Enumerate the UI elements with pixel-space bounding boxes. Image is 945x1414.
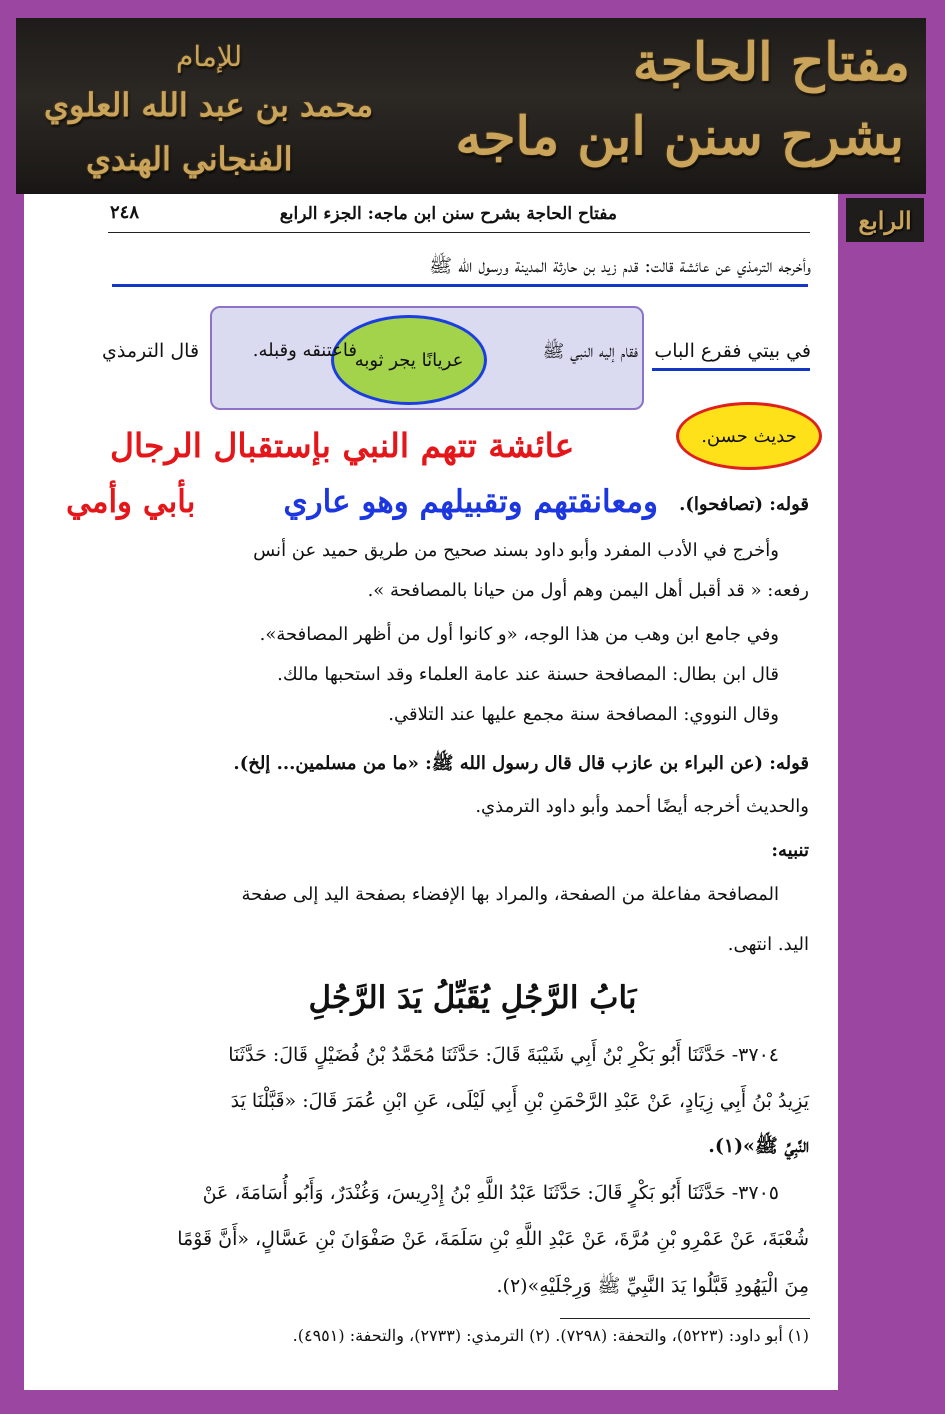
body-paragraph-5: وقال النووي: المصافحة سنة مجمع عليها عند التلاقي. [388,704,779,725]
highlight-text-a: فقام إليه النبي ﷺ [542,341,638,362]
banner-title-line2: بشرح سنن ابن ماجه [455,106,904,167]
hadith-line-6: مِنَ الْيَهُودِ قَبَّلُوا يَدَ النَّبِيِّ ﷺ وَرِجْلَيْهِ»(٢). [496,1275,809,1297]
body-paragraph-9: المصافحة مفاعلة من الصفحة، والمراد بها الإفضاء بصفحة اليد إلى صفحة [241,884,779,905]
book-banner [16,18,926,194]
body-qawl-1: قوله: (تصافحوا). [679,494,809,515]
annotation-line2-end: قال الترمذي [102,340,200,362]
footnote-rule [560,1318,810,1319]
red-headline: عائشة تتهم النبي بإستقبال الرجال [110,426,575,465]
volume-tab: الرابع [846,198,924,242]
page-header-title: مفتاح الحاجة بشرح سنن ابن ماجه: الجزء الرابع [279,204,617,224]
body-paragraph-4: قال ابن بطال: المصافحة حسنة عند عامة العلماء وقد استحبها مالك. [277,664,779,685]
blue-underline-1 [112,284,808,287]
blue-underline-2 [652,368,810,371]
hadith-line-2: يَزِيدُ بْنُ أَبِي زِيَادٍ، عَنْ عَبْدِ الرَّحْمَنِ بْنِ أَبِي لَيْلَى، عَنِ ابْنِ عُمَرَ قَالَ: «قَبَّلْنَا يَدَ [230,1090,809,1112]
banner-author-line2: محمد بن عبد الله العلوي [44,86,374,124]
hadith-line-5: شُعْبَةَ، عَنْ عَمْرِو بْنِ مُرَّةَ، عَنْ عَبْدِ اللَّهِ بْنِ سَلَمَةَ، عَنْ صَفْوَانَ بْنِ عَسَّالٍ، «أَنَّ قَوْمًا [177,1228,809,1250]
chapter-title: بَابُ الرَّجُلِ يُقَبِّلُ يَدَ الرَّجُلِ [308,980,637,1016]
red-headline-end: بأبي وأمي [66,484,196,520]
body-paragraph-3: وفي جامع ابن وهب من هذا الوجه، «و كانوا أول من أظهر المصافحة». [259,624,779,645]
banner-author-line3: الفنجاني الهندي [86,140,293,178]
body-paragraph-1: وأخرج في الأدب المفرد وأبو داود بسند صحيح من طريق حميد عن أنس [253,540,779,561]
blue-headline: ومعانقتهم وتقبيلهم وهو عاري [283,484,658,520]
footnotes: (١) أبو داود: (٥٢٢٣)، والتحفة: (٧٢٩٨). (٢) الترمذي: (٢٧٣٣)، والتحفة: (٤٩٥١). [292,1326,809,1345]
body-paragraph-7: والحديث أخرجه أيضًا أحمد وأبو داود الترمذي. [475,796,809,817]
hadith-line-4: ٣٧٠٥- حَدَّثَنَا أَبُو بَكْرٍ قَالَ: حَدَّثَنَا عَبْدُ اللَّهِ بْنُ إِدْرِيسَ، وَغُنْدَرٌ، وَأَبُو أُسَامَةَ، عَنْ [202,1182,779,1204]
banner-author-line1: للإمام [176,40,243,73]
banner-title-line1: مفتاح الحاجة [632,32,910,93]
body-paragraph-10: اليد. انتهى. [727,934,809,955]
hadith-line-1: ٣٧٠٤- حَدَّثَنَا أَبُو بَكْرِ بْنُ أَبِي شَيْبَةَ قَالَ: حَدَّثَنَا مُحَمَّدُ بْنُ فُضَيْلٍ قَالَ: حَدَّثَنَا [228,1044,779,1066]
body-heading-tanbih: تنبيه: [771,840,809,861]
page-number: ٢٤٨ [110,202,140,223]
highlight-text-b: فاعتنقه وقبله. [252,340,357,361]
hadith-line-3: النَّبِيِّ ﷺ»(١). [708,1135,809,1157]
body-paragraph-2: رفعه: « قد أقبل أهل اليمن وهم أول من حيانا بالمصافحة ». [367,580,809,601]
green-oval-note: عريانًا يجر ثوبه [331,315,487,405]
annotation-line1: وأخرجه الترمذي عن عائشة قالت: قدم زيد بن حارثة المدينة ورسول الله ﷺ [429,255,811,277]
annotation-line2-start: في بيتي فقرع الباب [654,340,811,362]
header-rule [108,232,810,233]
body-paragraph-6: قوله: (عن البراء بن عازب قال قال رسول الله ﷺ: «ما من مسلمين... إلخ). [233,753,809,774]
yellow-oval-note: حديث حسن. [676,402,822,470]
